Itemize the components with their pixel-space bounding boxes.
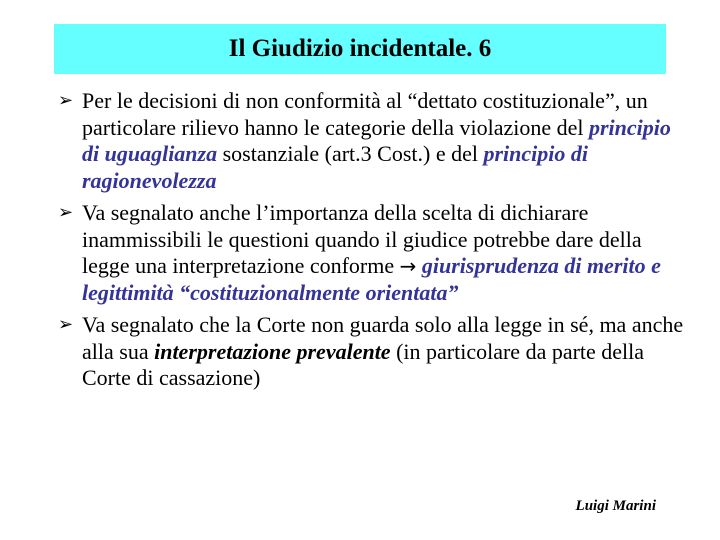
bullet-arrow-icon: ➢ (58, 202, 74, 223)
slide-title: Il Giudizio incidentale. 6 (228, 35, 492, 62)
bullet-arrow-icon: ➢ (58, 90, 74, 111)
bullet-text: sostanziale (art.3 Cost.) e del (217, 141, 484, 166)
bullet-item-1 (58, 88, 688, 194)
bullet-text: Va segnalato che la Corte non guarda solo alla legge in sé, ma anche alla sua (82, 312, 684, 364)
emphasis-text: principio di ragionevolezza (82, 141, 588, 193)
bullet-text: Per le decisioni di non conformità al “dettato costituzionale”, un particolare rilievo hanno le categorie della violazione del (82, 88, 648, 140)
bullet-arrow-icon: ➢ (58, 314, 74, 335)
right-arrow-icon: → (399, 254, 417, 278)
slide-title-bar (54, 24, 666, 74)
bullet-item-3 (58, 312, 688, 392)
bullet-text: Va segnalato anche l’importanza della scelta di dichiarare inammissibili le questioni quando il giudice potrebbe dare della legge una interpretazione conforme (82, 200, 642, 278)
emphasis-text: interpretazione prevalente (154, 338, 391, 364)
emphasis-text: principio di uguaglianza (82, 114, 671, 166)
author-signature: Luigi Marini (575, 498, 656, 514)
emphasis-text: giurisprudenza di merito e legittimità “costituzionalmente orientata” (82, 253, 661, 305)
bullet-text: (in particolare da parte della Corte di cassazione) (82, 338, 645, 390)
bullet-item-2 (58, 200, 688, 306)
bullet-list (58, 88, 688, 392)
